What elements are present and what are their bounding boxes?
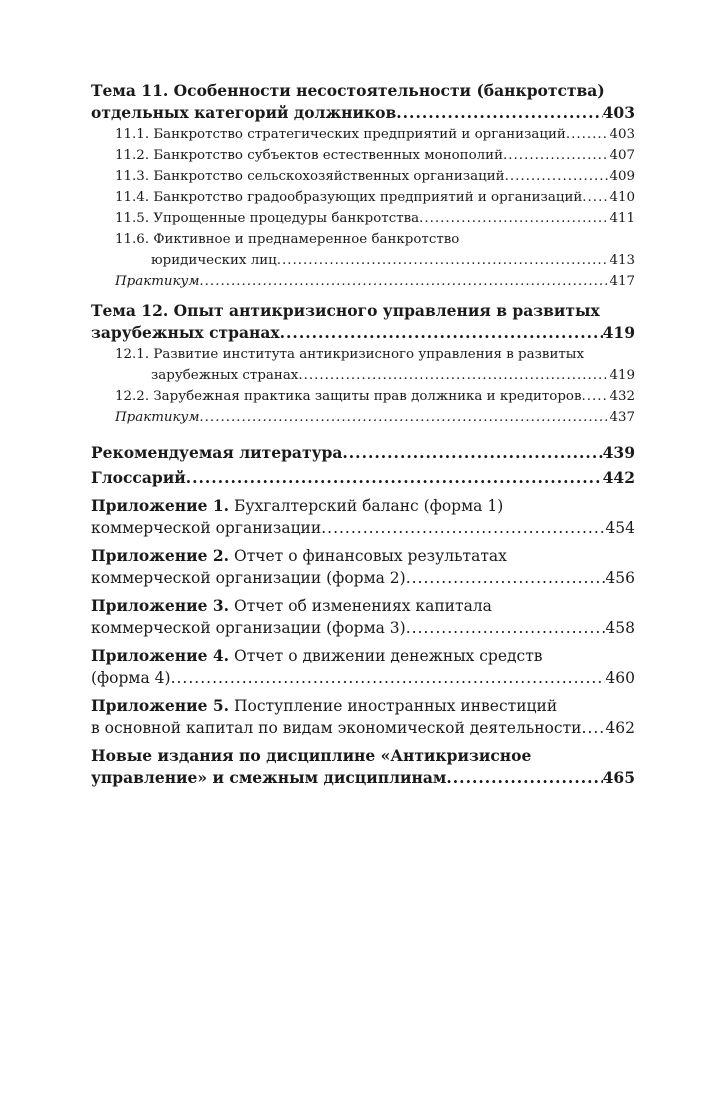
dot-leader	[581, 717, 605, 739]
appendix-title: Отчет о движении денежных средств	[233, 647, 543, 665]
toc-new-editions[interactable]	[91, 745, 635, 789]
practicum-label: Практикум	[115, 274, 200, 289]
appendix-title: Отчет об изменениях капитала	[233, 597, 492, 615]
toc-appendix-1[interactable]	[91, 495, 635, 539]
page-number: 437	[609, 410, 635, 425]
page-number: 460	[605, 669, 635, 687]
appendix-title: в основной капитал по видам экономической деятельности	[91, 719, 582, 737]
dot-leader	[396, 102, 602, 124]
dot-leader	[171, 667, 606, 689]
appendix-label: Приложение 5.	[91, 696, 230, 715]
page-number: 462	[605, 719, 635, 737]
toc-section[interactable]	[115, 187, 635, 208]
entry-title: Глоссарий	[91, 468, 186, 487]
dot-leader	[505, 166, 610, 187]
appendix-label: Приложение 2.	[91, 546, 230, 565]
page-number: 411	[609, 211, 635, 226]
page-number: 439	[602, 443, 635, 462]
section-title: 11.6. Фиктивное и преднамеренное банкротство	[115, 232, 460, 247]
dot-leader	[277, 250, 610, 271]
dot-leader	[446, 767, 602, 789]
toc-section[interactable]	[115, 208, 635, 229]
appendix-title: коммерческой организации (форма 2)	[91, 569, 406, 587]
page-number: 454	[605, 519, 635, 537]
entry-title: Рекомендуемая литература	[91, 443, 343, 462]
toc-glossary[interactable]	[91, 467, 635, 489]
page-number: 465	[602, 768, 635, 787]
page-number: 403	[602, 103, 635, 122]
toc-practicum[interactable]	[115, 271, 635, 292]
toc-practicum[interactable]	[115, 407, 635, 428]
appendix-title: коммерческой организации	[91, 519, 322, 537]
toc-section[interactable]	[115, 344, 635, 386]
dot-leader	[406, 617, 606, 639]
toc-entry	[91, 322, 635, 344]
page-number: 458	[605, 619, 635, 637]
section-title: 11.1. Банкротство стратегических предприятий и организаций	[115, 127, 566, 142]
appendix-label: Приложение 1.	[91, 496, 230, 515]
page-number: 442	[602, 468, 635, 487]
page-number: 407	[609, 148, 635, 163]
dot-leader	[582, 187, 609, 208]
section-title: 12.2. Зарубежная практика защиты прав должника и кредиторов	[115, 389, 582, 404]
toc-appendix-3[interactable]	[91, 595, 635, 639]
page-number: 432	[609, 389, 635, 404]
toc-section[interactable]	[115, 386, 635, 407]
chapter-title-line: отдельных категорий должников	[91, 103, 397, 122]
appendix-title: Поступление иностранных инвестиций	[233, 697, 558, 715]
chapter-title-line: Тема 11. Особенности несостоятельности (банкротства)	[91, 81, 605, 100]
dot-leader	[342, 442, 602, 464]
dot-leader	[298, 365, 609, 386]
appendix-title: (форма 4)	[91, 669, 171, 687]
section-title: 12.1. Развитие института антикризисного управления в развитых	[115, 347, 584, 362]
toc-section[interactable]	[115, 229, 635, 271]
appendix-title: коммерческой организации (форма 3)	[91, 619, 406, 637]
chapter-title-line: Тема 12. Опыт антикризисного управления в развитых	[91, 301, 600, 320]
toc-entry	[91, 102, 635, 124]
page-number: 419	[609, 368, 635, 383]
toc-section[interactable]	[115, 145, 635, 166]
toc-literature[interactable]	[91, 442, 635, 464]
dot-leader	[199, 407, 609, 428]
page-number: 419	[602, 323, 635, 342]
dot-leader	[406, 567, 606, 589]
toc-appendix-5[interactable]	[91, 695, 635, 739]
toc-chapter-11[interactable]	[91, 80, 635, 124]
dot-leader	[503, 145, 609, 166]
section-title: 11.4. Банкротство градообразующих предприятий и организаций	[115, 190, 583, 205]
entry-title: управление» и смежным дисциплинам	[91, 768, 447, 787]
dot-leader	[419, 208, 609, 229]
toc-section[interactable]	[115, 124, 635, 145]
toc-appendix-4[interactable]	[91, 645, 635, 689]
section-title: 11.5. Упрощенные процедуры банкротства	[115, 211, 420, 226]
page-number: 413	[609, 253, 635, 268]
practicum-label: Практикум	[115, 410, 200, 425]
dot-leader	[582, 386, 610, 407]
page-number: 456	[605, 569, 635, 587]
section-title: 11.2. Банкротство субъектов естественных монополий	[115, 148, 504, 163]
section-title: 11.3. Банкротство сельскохозяйственных организаций	[115, 169, 505, 184]
appendix-label: Приложение 4.	[91, 646, 230, 665]
page-number: 417	[609, 274, 635, 289]
dot-leader	[280, 322, 603, 344]
dot-leader	[321, 517, 605, 539]
dot-leader	[566, 124, 610, 145]
section-title: зарубежных странах	[151, 368, 299, 383]
page-number: 409	[609, 169, 635, 184]
table-of-contents	[91, 80, 635, 789]
page-number: 403	[609, 127, 635, 142]
section-title: юридических лиц	[151, 253, 277, 268]
toc-appendix-2[interactable]	[91, 545, 635, 589]
dot-leader	[186, 467, 603, 489]
dot-leader	[199, 271, 609, 292]
chapter-title-line: зарубежных странах	[91, 323, 280, 342]
toc-chapter-12[interactable]	[91, 300, 635, 344]
appendix-label: Приложение 3.	[91, 596, 230, 615]
page-number: 410	[609, 190, 635, 205]
appendix-title: Отчет о финансовых результатах	[233, 547, 507, 565]
appendix-title: Бухгалтерский баланс (форма 1)	[233, 497, 504, 515]
entry-title: Новые издания по дисциплине «Антикризисное	[91, 746, 532, 765]
toc-section[interactable]	[115, 166, 635, 187]
